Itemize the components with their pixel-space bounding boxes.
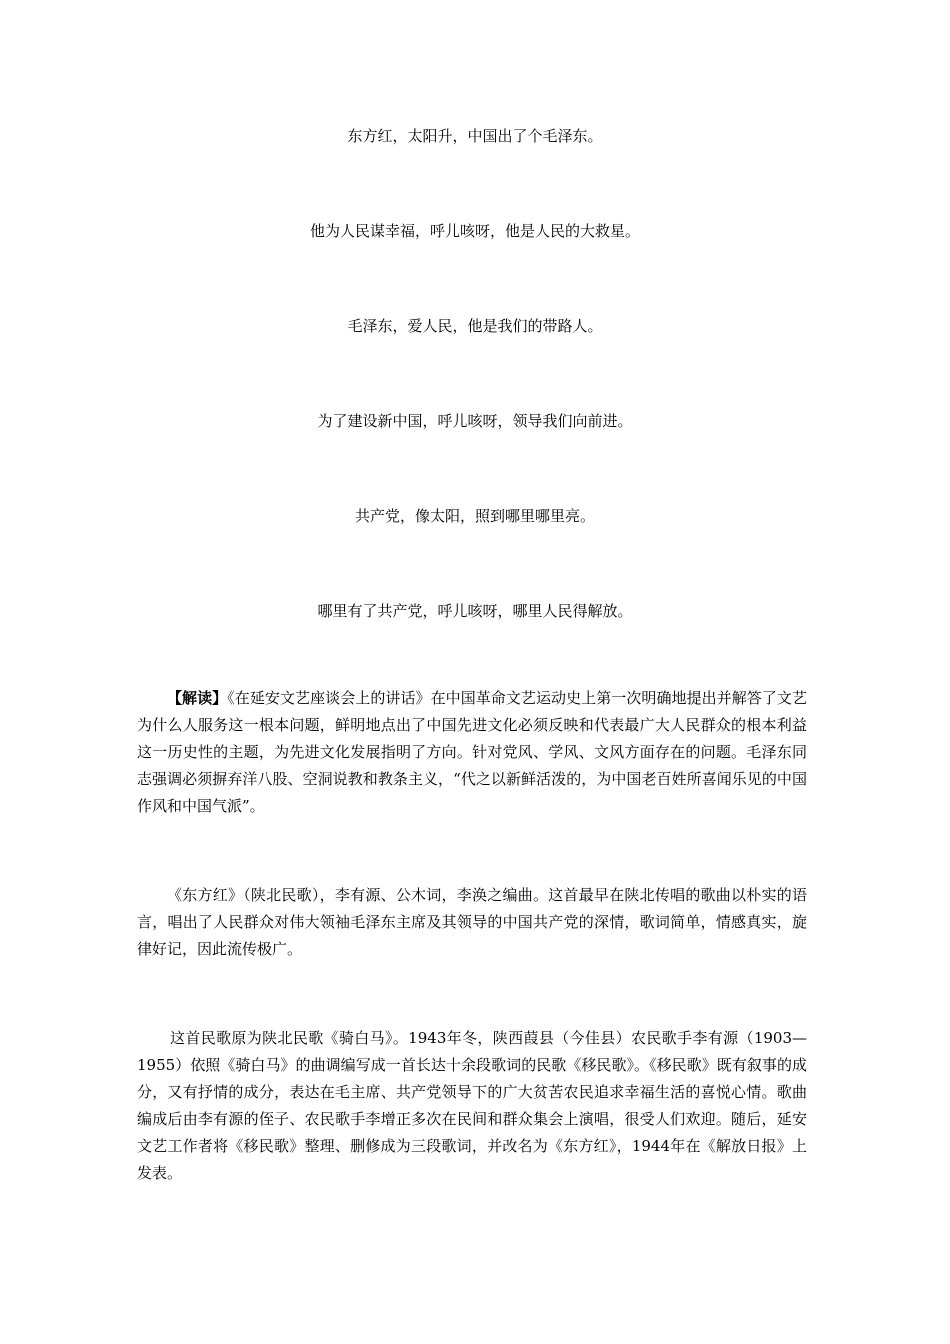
lyric-line-2: 他为人民谋幸福，呼儿咳呀，他是人民的大救星。 [309, 222, 640, 240]
interpretation-text: 《在延安文艺座谈会上的讲话》在中国革命文艺运动史上第一次明确地提出并解答了文艺为什么人服务这一根本问题，鲜明地点出了中国先进文化必须反映和代表最广大人民群众的根本利益这一历史性的主题，为先进文化发展指明了方向。针对党风、学风、文风方面存在的问题。毛泽东同志强调必须摒弃洋八股、空洞说教和教条主义，“代之以新鲜活泼的，为中国老百姓所喜闻乐见的中国作风和中国气派”。 [137, 689, 807, 815]
song-history-paragraph: 这首民歌原为陕北民歌《骑白马》。1943年冬，陕西葭县（今佳县）农民歌手李有源（1903—1955）依照《骑白马》的曲调编写成一首长达十余段歌词的民歌《移民歌》。《移民歌》既有叙事的成分，又有抒情的成分，表达在毛主席、共产党领导下的广大贫苦农民追求幸福生活的喜悦心情。歌曲编成后由李有源的侄子、农民歌手李增正多次在民间和群众集会上演唱，很受人们欢迎。随后，延安文艺工作者将《移民歌》整理、删修成为三段歌词，并改名为《东方红》，1944年在《解放日报》上发表。 [137, 1029, 807, 1182]
song-intro-paragraph: 《东方红》（陕北民歌），李有源、公木词，李涣之编曲。这首最早在陕北传唱的歌曲以朴实的语言，唱出了人民群众对伟大领袖毛泽东主席及其领导的中国共产党的深情，歌词简单，情感真实，旋律好记，因此流传极广。 [137, 886, 807, 958]
lyric-line-3: 毛泽东，爱人民，他是我们的带路人。 [347, 317, 603, 335]
lyric-line-4: 为了建设新中国，呼儿咳呀，领导我们向前进。 [317, 412, 633, 430]
lyric-line-1: 东方红，太阳升，中国出了个毛泽东。 [347, 127, 603, 145]
lyric-line-6: 哪里有了共产党，呼儿咳呀，哪里人民得解放。 [317, 602, 633, 620]
interpretation-label: 【解读】 [167, 689, 228, 707]
interpretation-paragraph [137, 685, 807, 820]
lyric-line-5: 共产党，像太阳，照到哪里哪里亮。 [354, 507, 595, 525]
